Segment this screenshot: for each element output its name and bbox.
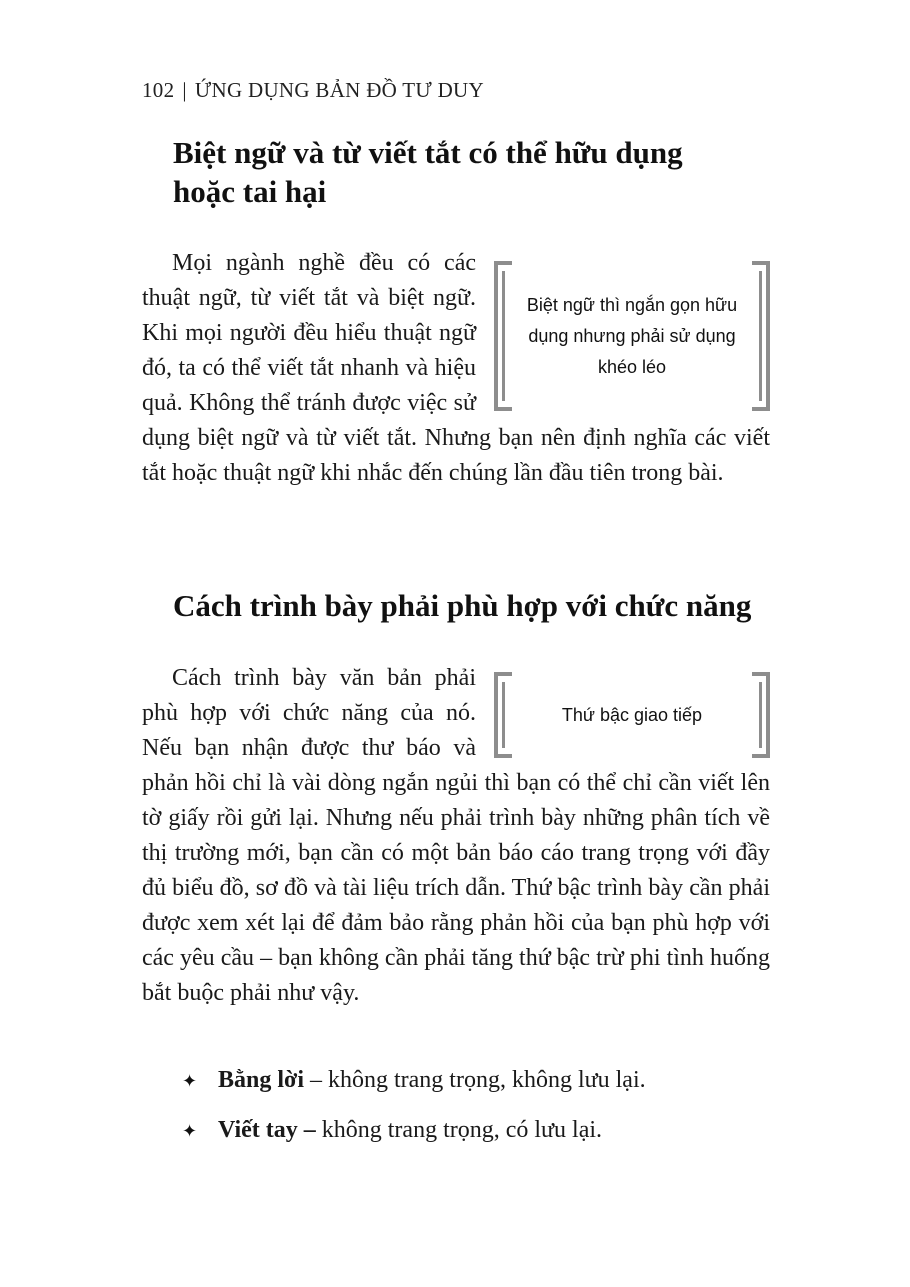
bullet-list [182,1063,646,1163]
section-heading-line: Biệt ngữ và từ viết tắt có thể hữu dụng [173,135,683,170]
four-pointed-star-icon: ✦ [182,1121,198,1141]
section-heading-jargon [173,133,773,211]
paragraph-text: Cách trình bày văn bản phải phù hợp với chức năng của nó. Nếu bạn nhận được thư báo và phản hồi chỉ là vài dòng ngắn ngủi thì bạn có thể chỉ cần viết lên tờ giấy rồi gửi lại. Nhưng nếu phải trình bày những phân tích về thị trường mới, bạn cần có một bản báo cáo trang trọng với đầy đủ biểu đồ, sơ đồ và tài liệu trích dẫn. Thứ bậc trình bày cần phải được xem xét lại để đảm bảo rằng phản hồi của bạn phù hợp với các yêu cầu – bạn không cần phải tăng thứ bậc trừ phi tình huống bắt buộc phải như vậy. [142,665,770,1006]
running-head-separator: | [182,78,187,102]
running-head [142,78,484,103]
pull-quote-text: Biệt ngữ thì ngắn gọn hữu dụng nhưng phải sử dụng khéo léo [526,294,738,377]
bullet-text: – không trang trọng, không lưu lại. [309,1067,646,1093]
body-paragraph-layout [142,661,770,1011]
pull-quote [494,261,770,411]
body-paragraph-jargon [142,246,770,491]
left-bracket-decoration [494,261,512,411]
section-heading-line: hoặc tai hại [173,174,327,209]
four-pointed-star-icon: ✦ [182,1071,198,1091]
bullet-term: Bằng lời [218,1067,304,1093]
pull-quote-text: Thứ bậc giao tiếp [561,704,703,725]
bullet-text: không trang trọng, có lưu lại. [321,1117,603,1143]
section-heading-layout: Cách trình bày phải phù hợp với chức năng [173,588,752,623]
pull-quote-box [494,261,770,411]
left-bracket-decoration [494,672,512,758]
pull-quote-box [494,672,770,758]
paragraph-text: Mọi ngành nghề đều có các thuật ngữ, từ viết tắt và biệt ngữ. Khi mọi người đều hiểu thuật ngữ đó, ta có thể viết tắt nhanh và hiệu quả. Không thể tránh được việc sử dụng biệt ngữ và từ viết tắt. Nhưng bạn nên định nghĩa các viết tắt hoặc thuật ngữ khi nhắc đến chúng lần đầu tiên trong bài. [142,250,770,486]
right-bracket-decoration [752,261,770,411]
page-number: 102 [142,78,175,102]
list-item [182,1063,646,1099]
pull-quote [494,672,770,758]
right-bracket-decoration [752,672,770,758]
list-item [182,1113,646,1149]
book-title: ỨNG DỤNG BẢN ĐỒ TƯ DUY [194,78,484,102]
bullet-term: Viết tay – [218,1117,316,1143]
